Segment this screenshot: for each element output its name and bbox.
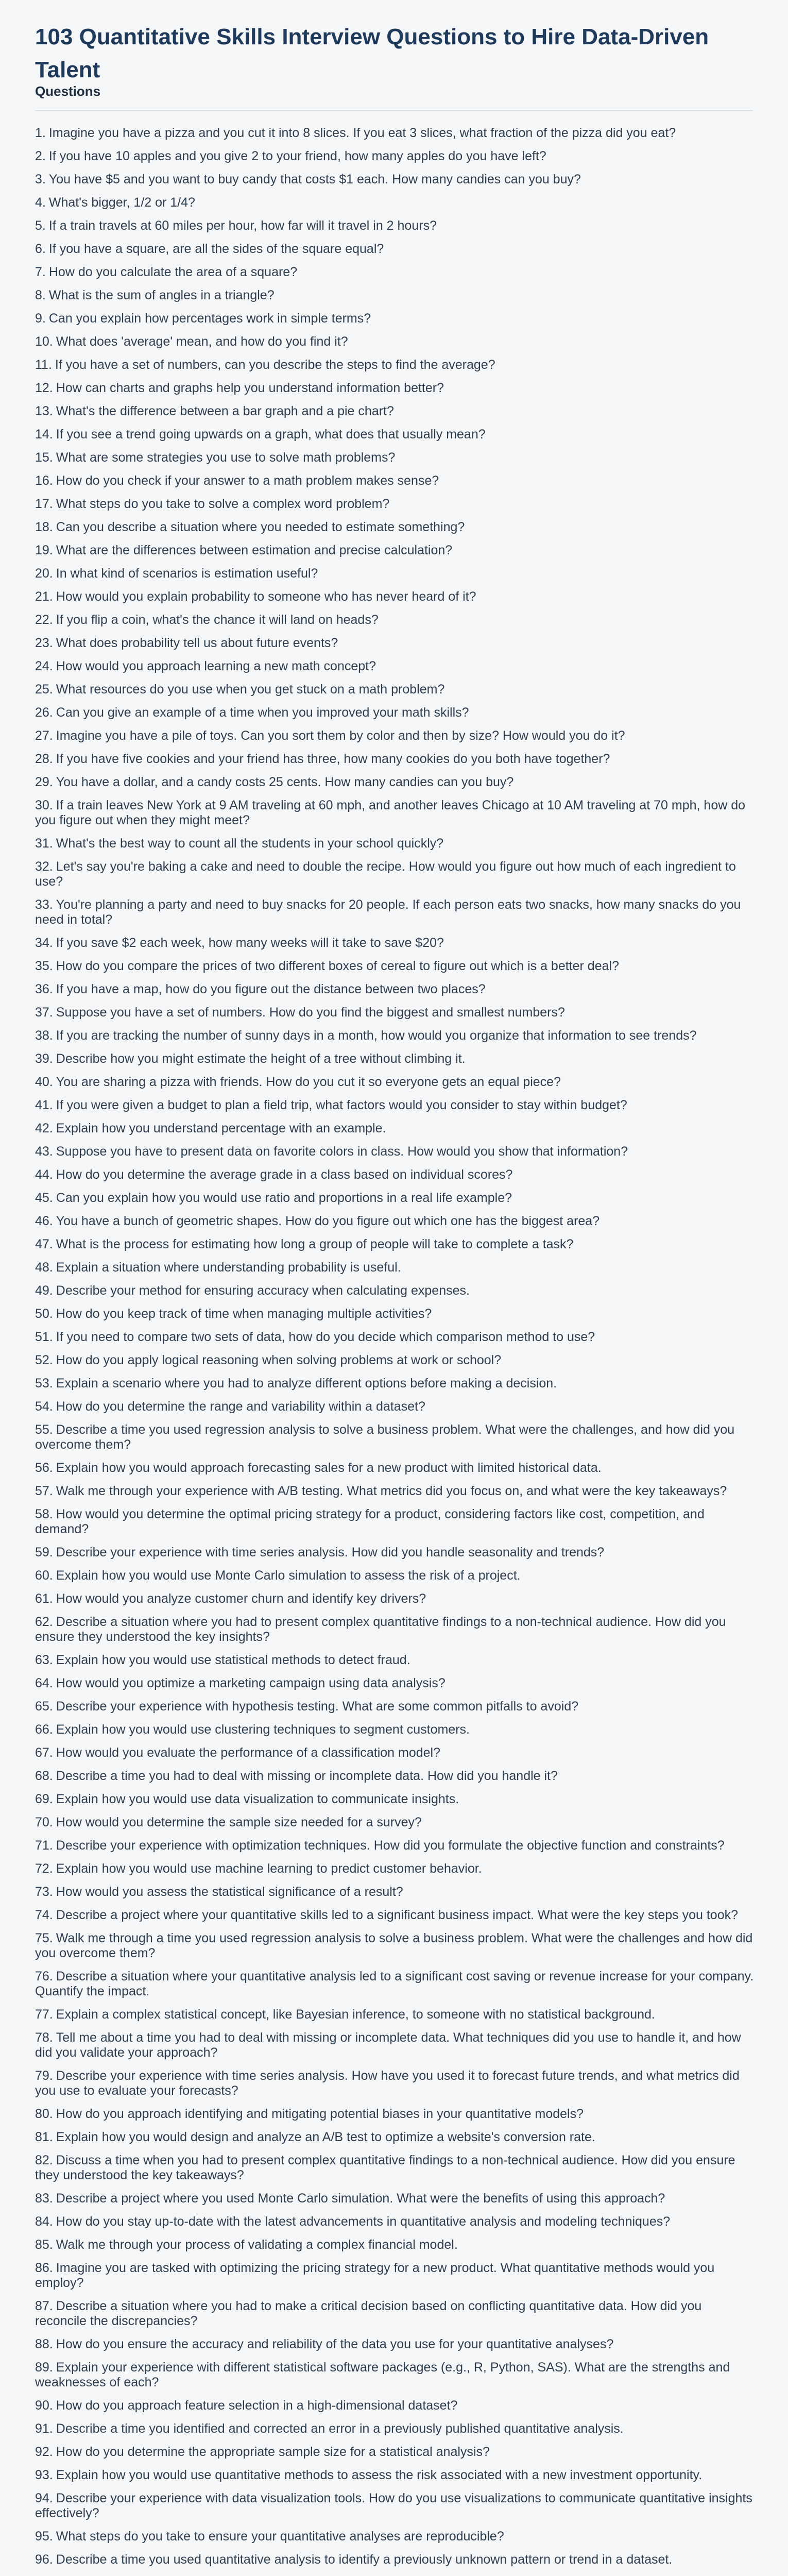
question-text: How do you calculate the area of a square? (48, 265, 298, 279)
question-number: 84. (35, 2214, 53, 2229)
question-item (35, 1163, 754, 1187)
question-item (35, 2187, 754, 2210)
question-item (35, 353, 754, 377)
question-number: 80. (35, 2107, 53, 2121)
question-item (35, 2103, 754, 2126)
question-number: 76. (35, 1969, 53, 1984)
question-text: What does 'average' mean, and how do you find it? (56, 334, 348, 349)
question-item (35, 2233, 754, 2257)
question-text: Describe a project where you used Monte Carlo simulation. What were the benefits of using this approach? (56, 2191, 665, 2206)
question-item (35, 2210, 754, 2233)
question-item (35, 1765, 754, 1788)
question-item (35, 2464, 754, 2487)
question-number: 25. (35, 682, 53, 697)
question-text: If a train travels at 60 miles per hour, how far will it travel in 2 hours? (48, 218, 437, 233)
question-text: Describe a time you identified and corrected an error in a previously published quantitative analysis. (56, 2421, 624, 2436)
question-text: Explain how you would use Monte Carlo simulation to assess the risk of a project. (56, 1568, 521, 1583)
question-item (35, 284, 754, 307)
question-number: 85. (35, 2238, 53, 2252)
question-number: 30. (35, 798, 53, 812)
question-item (35, 655, 754, 678)
question-text: Describe your method for ensuring accuracy when calculating expenses. (56, 1283, 470, 1298)
question-item (35, 1001, 754, 1024)
question-number: 3. (35, 172, 46, 187)
question-number: 66. (35, 1722, 53, 1737)
question-text: Can you explain how percentages work in simple terms? (48, 311, 371, 326)
question-number: 49. (35, 1283, 53, 1298)
question-number: 72. (35, 1861, 53, 1876)
question-number: 16. (35, 473, 53, 488)
question-number: 47. (35, 1237, 53, 1251)
question-number: 27. (35, 728, 53, 743)
question-number: 78. (35, 2030, 53, 2045)
question-text: Explain how you would design and analyze an A/B test to optimize a website's conversion rate. (56, 2130, 595, 2144)
question-number: 35. (35, 959, 53, 973)
question-text: How do you ensure the accuracy and reliability of the data you use for your quantitative analyses? (56, 2337, 614, 2351)
question-text: Can you give an example of a time when you improved your math skills? (56, 705, 469, 720)
question-item (35, 493, 754, 516)
question-list (35, 122, 754, 2576)
question-text: Explain how you would use clustering techniques to segment customers. (56, 1722, 470, 1737)
question-number: 82. (35, 2153, 53, 2167)
question-number: 34. (35, 936, 53, 950)
question-text: How can charts and graphs help you understand information better? (56, 381, 444, 395)
question-text: If you are tracking the number of sunny days in a month, how would you organize that information to see trends? (56, 1028, 697, 1043)
question-text: In what kind of scenarios is estimation useful? (56, 566, 318, 581)
question-number: 15. (35, 450, 53, 465)
question-number: 40. (35, 1075, 53, 1089)
question-item (35, 1834, 754, 1857)
question-item (35, 1047, 754, 1071)
question-text: Walk me through your process of validating a complex financial model. (56, 2238, 458, 2252)
question-number: 77. (35, 2007, 53, 2022)
question-item (35, 168, 754, 191)
question-item (35, 955, 754, 978)
question-item (35, 1880, 754, 1904)
question-text: If you have a square, are all the sides of the square equal? (48, 242, 384, 256)
question-item (35, 1210, 754, 1233)
question-text: If you have a map, how do you figure out the distance between two places? (56, 982, 486, 996)
question-item (35, 978, 754, 1001)
question-text: If you have five cookies and your friend has three, how many cookies do you both have together? (56, 752, 610, 766)
question-item (35, 1564, 754, 1587)
question-text: Explain a scenario where you had to analyze different options before making a decision. (56, 1376, 557, 1391)
question-text: Explain how you would use quantitative methods to assess the risk associated with a new investment opportunity. (56, 2468, 703, 2482)
question-item (35, 1094, 754, 1117)
question-number: 60. (35, 1568, 53, 1583)
question-text: Describe a situation where your quantitative analysis led to a significant cost saving or revenue increase for your company. Quantify the impact. (35, 1969, 754, 1998)
question-item (35, 2149, 754, 2187)
question-item (35, 1456, 754, 1480)
question-item (35, 1927, 754, 1965)
question-text: How do you approach identifying and mitigating potential biases in your quantitative models? (56, 2107, 584, 2121)
question-number: 9. (35, 311, 46, 326)
question-item (35, 748, 754, 771)
question-number: 86. (35, 2261, 53, 2275)
question-item (35, 1071, 754, 1094)
question-item (35, 1718, 754, 1741)
question-item (35, 516, 754, 539)
question-number: 19. (35, 543, 53, 557)
question-item (35, 2333, 754, 2356)
question-text: If you were given a budget to plan a field trip, what factors would you consider to stay within budget? (56, 1098, 627, 1112)
question-number: 4. (35, 195, 46, 210)
question-number: 13. (35, 404, 53, 418)
question-text: Describe a time you used quantitative analysis to identify a previously unknown pattern or trend in a dataset. (56, 2552, 673, 2567)
question-number: 95. (35, 2529, 53, 2544)
question-text: What steps do you take to solve a complex word problem? (56, 497, 390, 511)
question-item (35, 446, 754, 469)
question-number: 65. (35, 1699, 53, 1714)
question-item (35, 214, 754, 238)
question-text: Suppose you have a set of numbers. How do you find the biggest and smallest numbers? (56, 1005, 565, 1020)
question-number: 92. (35, 2445, 53, 2459)
question-text: You're planning a party and need to buy snacks for 20 people. If each person eats two snacks, how many snacks do you need in total? (35, 897, 741, 927)
question-number: 90. (35, 2398, 53, 2413)
question-item (35, 1326, 754, 1349)
question-item (35, 2394, 754, 2417)
question-text: How would you explain probability to someone who has never heard of it? (56, 589, 476, 604)
question-text: Let's say you're baking a cake and need to double the recipe. How would you figure out how much of each ingredient to use? (35, 859, 736, 889)
question-text: How do you determine the range and variability within a dataset? (56, 1399, 425, 1414)
question-number: 83. (35, 2191, 53, 2206)
question-text: How do you determine the average grade in a class based on individual scores? (56, 1167, 513, 1182)
question-text: Tell me about a time you had to deal with missing or incomplete data. What techniques did you use to handle it, and how did you validate your approach? (35, 2030, 741, 2060)
question-text: Explain how you understand percentage with an example. (56, 1121, 386, 1136)
question-text: What is the sum of angles in a triangle? (48, 288, 275, 302)
question-number: 79. (35, 2069, 53, 2083)
question-text: What steps do you take to ensure your quantitative analyses are reproducible? (56, 2529, 504, 2544)
question-text: Can you explain how you would use ratio and proportions in a real life example? (56, 1191, 512, 1205)
question-item (35, 2126, 754, 2149)
question-item (35, 2026, 754, 2064)
question-number: 21. (35, 589, 53, 604)
question-number: 1. (35, 126, 46, 140)
question-item (35, 1024, 754, 1047)
question-number: 94. (35, 2491, 53, 2505)
question-text: You have $5 and you want to buy candy that costs $1 each. How many candies can you buy? (48, 172, 581, 187)
question-number: 55. (35, 1422, 53, 1437)
question-item (35, 771, 754, 794)
question-item (35, 423, 754, 446)
question-number: 68. (35, 1769, 53, 1783)
question-item (35, 469, 754, 493)
question-text: How do you approach feature selection in a high-dimensional dataset? (56, 2398, 458, 2413)
question-text: Describe a situation where you had to present complex quantitative findings to a non-technical audience. How did you ensure they understood the key insights? (35, 1615, 726, 1644)
question-item (35, 1480, 754, 1503)
question-text: What is the process for estimating how long a group of people will take to complete a task? (56, 1237, 574, 1251)
question-number: 69. (35, 1792, 53, 1806)
question-item (35, 1279, 754, 1302)
question-number: 48. (35, 1260, 53, 1275)
question-number: 18. (35, 520, 53, 534)
question-number: 74. (35, 1908, 53, 1922)
question-number: 56. (35, 1461, 53, 1475)
question-text: If you need to compare two sets of data, how do you decide which comparison method to use? (56, 1330, 595, 1344)
question-number: 59. (35, 1545, 53, 1560)
question-item (35, 2064, 754, 2103)
question-text: How would you assess the statistical significance of a result? (56, 1885, 403, 1899)
question-number: 22. (35, 613, 53, 627)
question-item (35, 1904, 754, 1927)
question-text: Walk me through a time you used regression analysis to solve a business problem. What were the challenges and how did you overcome them? (35, 1931, 753, 1960)
question-text: Describe your experience with time series analysis. How did you handle seasonality and trends? (56, 1545, 605, 1560)
question-text: Explain a complex statistical concept, like Bayesian inference, to someone with no statistical background. (56, 2007, 655, 2022)
question-number: 7. (35, 265, 46, 279)
question-text: What does probability tell us about future events? (56, 636, 338, 650)
question-item (35, 1140, 754, 1163)
question-text: What's the best way to count all the students in your school quickly? (56, 836, 444, 851)
question-number: 43. (35, 1144, 53, 1159)
question-text: Discuss a time when you had to present complex quantitative findings to a non-technical audience. How did you ensure they understood the key takeaways? (35, 2153, 735, 2182)
question-item (35, 2525, 754, 2548)
question-text: Walk me through your experience with A/B testing. What metrics did you focus on, and what were the key takeaways? (56, 1484, 727, 1498)
question-item (35, 1187, 754, 1210)
question-item (35, 1418, 754, 1456)
question-number: 10. (35, 334, 53, 349)
question-number: 41. (35, 1098, 53, 1112)
question-text: Explain how you would use statistical methods to detect fraud. (56, 1653, 410, 1667)
question-text: If you have a set of numbers, can you describe the steps to find the average? (55, 358, 495, 372)
question-item (35, 1649, 754, 1672)
question-text: If you see a trend going upwards on a graph, what does that usually mean? (56, 427, 486, 442)
question-number: 5. (35, 218, 46, 233)
question-text: If you save $2 each week, how many weeks will it take to save $20? (56, 936, 444, 950)
question-number: 52. (35, 1353, 53, 1367)
question-number: 44. (35, 1167, 53, 1182)
question-item (35, 678, 754, 701)
question-number: 93. (35, 2468, 53, 2482)
question-item (35, 2548, 754, 2571)
question-text: If a train leaves New York at 9 AM traveling at 60 mph, and another leaves Chicago at 10 AM traveling at 70 mph, how do you figure out when they might meet? (35, 798, 746, 827)
question-item (35, 1256, 754, 1279)
question-text: Explain your experience with different statistical software packages (e.g., R, Python, SAS). What are the strengths and weaknesses of each? (35, 2360, 730, 2389)
question-item (35, 562, 754, 585)
question-number: 54. (35, 1399, 53, 1414)
question-number: 2. (35, 149, 46, 163)
question-number: 24. (35, 659, 53, 673)
question-item (35, 1741, 754, 1765)
question-text: How do you check if your answer to a math problem makes sense? (56, 473, 439, 488)
question-item (35, 1503, 754, 1541)
question-item (35, 191, 754, 214)
question-number: 39. (35, 1052, 53, 1066)
question-number: 91. (35, 2421, 53, 2436)
question-number: 26. (35, 705, 53, 720)
section-divider (35, 110, 753, 111)
question-text: Suppose you have to present data on favorite colors in class. How would you show that information? (56, 1144, 628, 1159)
question-item (35, 122, 754, 145)
question-item (35, 238, 754, 261)
question-item (35, 893, 754, 931)
question-text: If you have 10 apples and you give 2 to your friend, how many apples do you have left? (48, 149, 546, 163)
question-text: Imagine you have a pile of toys. Can you sort them by color and then by size? How would you do it? (56, 728, 625, 743)
question-item (35, 794, 754, 832)
question-text: Describe your experience with time series analysis. How have you used it to forecast future trends, and what metrics did you use to evaluate your forecasts? (35, 2069, 740, 2098)
question-number: 62. (35, 1615, 53, 1629)
question-item (35, 539, 754, 562)
question-number: 8. (35, 288, 46, 302)
question-number: 32. (35, 859, 53, 874)
question-number: 20. (35, 566, 53, 581)
question-number: 11. (35, 358, 52, 372)
question-text: Can you describe a situation where you needed to estimate something? (56, 520, 465, 534)
question-item (35, 1965, 754, 2003)
question-item (35, 632, 754, 655)
question-item (35, 1857, 754, 1880)
question-number: 64. (35, 1676, 53, 1690)
question-number: 45. (35, 1191, 53, 1205)
question-number: 73. (35, 1885, 53, 1899)
question-item (35, 2417, 754, 2441)
question-item (35, 330, 754, 353)
question-text: Explain how you would use data visualization to communicate insights. (56, 1792, 459, 1806)
question-text: If you flip a coin, what's the chance it will land on heads? (56, 613, 379, 627)
question-item (35, 1117, 754, 1140)
question-text: Imagine you have a pizza and you cut it into 8 slices. If you eat 3 slices, what fraction of the pizza did you eat? (48, 126, 676, 140)
question-item (35, 1395, 754, 1418)
question-item (35, 307, 754, 330)
question-number: 88. (35, 2337, 53, 2351)
question-number: 33. (35, 897, 53, 912)
question-number: 71. (35, 1838, 53, 1853)
question-text: You have a bunch of geometric shapes. How do you figure out which one has the biggest area? (56, 1214, 600, 1228)
question-number: 57. (35, 1484, 53, 1498)
question-text: Describe a project where your quantitative skills led to a significant business impact. What were the key steps you took? (56, 1908, 739, 1922)
question-item (35, 1788, 754, 1811)
question-number: 67. (35, 1745, 53, 1760)
question-item (35, 724, 754, 748)
question-text: What's bigger, 1/2 or 1/4? (48, 195, 195, 210)
question-item (35, 1541, 754, 1564)
question-number: 61. (35, 1591, 53, 1606)
question-item (35, 1233, 754, 1256)
page-title: 103 Quantitative Skills Interview Questions to Hire Data-Driven Talent (35, 24, 709, 82)
question-number: 81. (35, 2130, 53, 2144)
question-number: 58. (35, 1507, 53, 1521)
question-item (35, 585, 754, 608)
question-number: 75. (35, 1931, 53, 1945)
question-number: 14. (35, 427, 53, 442)
question-number: 46. (35, 1214, 53, 1228)
question-item (35, 2571, 754, 2576)
question-number: 36. (35, 982, 53, 996)
question-number: 17. (35, 497, 53, 511)
question-number: 38. (35, 1028, 53, 1043)
question-number: 42. (35, 1121, 53, 1136)
question-item (35, 2295, 754, 2333)
question-text: How would you approach learning a new math concept? (56, 659, 376, 673)
question-item (35, 1672, 754, 1695)
question-number: 29. (35, 775, 53, 789)
section-heading-questions: Questions (35, 83, 101, 99)
question-number: 89. (35, 2360, 53, 2375)
question-text: How would you optimize a marketing campaign using data analysis? (56, 1676, 446, 1690)
question-text: How would you evaluate the performance of a classification model? (56, 1745, 441, 1760)
question-text: How do you stay up-to-date with the latest advancements in quantitative analysis and modeling techniques? (56, 2214, 671, 2229)
question-text: Explain how you would approach forecasting sales for a new product with limited historical data. (56, 1461, 602, 1475)
question-item (35, 931, 754, 955)
question-text: What are some strategies you use to solve math problems? (56, 450, 396, 465)
question-number: 53. (35, 1376, 53, 1391)
question-number: 70. (35, 1815, 53, 1829)
question-item (35, 400, 754, 423)
question-item (35, 608, 754, 632)
question-item (35, 145, 754, 168)
question-number: 51. (35, 1330, 53, 1344)
question-number: 12. (35, 381, 53, 395)
question-number: 6. (35, 242, 46, 256)
question-item (35, 701, 754, 724)
question-text: You have a dollar, and a candy costs 25 cents. How many candies can you buy? (56, 775, 514, 789)
question-item (35, 1349, 754, 1372)
question-text: What resources do you use when you get stuck on a math problem? (56, 682, 445, 697)
question-item (35, 1695, 754, 1718)
question-text: What are the differences between estimation and precise calculation? (56, 543, 453, 557)
question-item (35, 855, 754, 893)
question-text: How do you determine the appropriate sample size for a statistical analysis? (56, 2445, 490, 2459)
question-text: Explain how you would use machine learning to predict customer behavior. (56, 1861, 482, 1876)
question-text: Describe your experience with data visualization tools. How do you use visualizations to communicate quantitative insights effectively? (35, 2491, 752, 2520)
question-number: 63. (35, 1653, 53, 1667)
question-item (35, 1372, 754, 1395)
question-item (35, 1611, 754, 1649)
question-text: What's the difference between a bar graph and a pie chart? (56, 404, 394, 418)
question-text: How would you determine the optimal pricing strategy for a product, considering factors like cost, competition, and demand? (35, 1507, 705, 1536)
question-item (35, 832, 754, 855)
question-number: 87. (35, 2299, 53, 2313)
question-item (35, 2003, 754, 2026)
question-text: How would you determine the sample size needed for a survey? (56, 1815, 422, 1829)
question-text: Describe a time you had to deal with missing or incomplete data. How did you handle it? (56, 1769, 558, 1783)
question-text: Imagine you are tasked with optimizing the pricing strategy for a new product. What quantitative methods would you employ? (35, 2261, 715, 2290)
question-item (35, 2257, 754, 2295)
question-text: Describe how you might estimate the height of a tree without climbing it. (56, 1052, 466, 1066)
question-item (35, 1302, 754, 1326)
question-text: Explain a situation where understanding probability is useful. (56, 1260, 401, 1275)
question-text: How do you compare the prices of two different boxes of cereal to figure out which is a better deal? (56, 959, 619, 973)
question-number: 96. (35, 2552, 53, 2567)
question-item (35, 261, 754, 284)
question-number: 37. (35, 1005, 53, 1020)
question-item (35, 377, 754, 400)
question-number: 23. (35, 636, 53, 650)
question-item (35, 2356, 754, 2394)
question-number: 28. (35, 752, 53, 766)
question-text: Describe a time you used regression analysis to solve a business problem. What were the challenges, and how did you overcome them? (35, 1422, 735, 1452)
question-item (35, 1587, 754, 1611)
question-number: 50. (35, 1307, 53, 1321)
question-text: You are sharing a pizza with friends. How do you cut it so everyone gets an equal piece? (56, 1075, 561, 1089)
question-item (35, 1811, 754, 1834)
question-number: 31. (35, 836, 53, 851)
question-text: How would you analyze customer churn and identify key drivers? (56, 1591, 426, 1606)
question-text: Describe your experience with hypothesis testing. What are some common pitfalls to avoid? (56, 1699, 579, 1714)
question-item (35, 2441, 754, 2464)
question-text: Describe your experience with optimization techniques. How did you formulate the objective function and constraints? (56, 1838, 725, 1853)
question-item (35, 2487, 754, 2525)
question-text: How do you keep track of time when managing multiple activities? (56, 1307, 432, 1321)
question-text: How do you apply logical reasoning when solving problems at work or school? (56, 1353, 502, 1367)
question-text: Describe a situation where you had to make a critical decision based on conflicting quantitative data. How did you reconcile the discrepancies? (35, 2299, 702, 2328)
